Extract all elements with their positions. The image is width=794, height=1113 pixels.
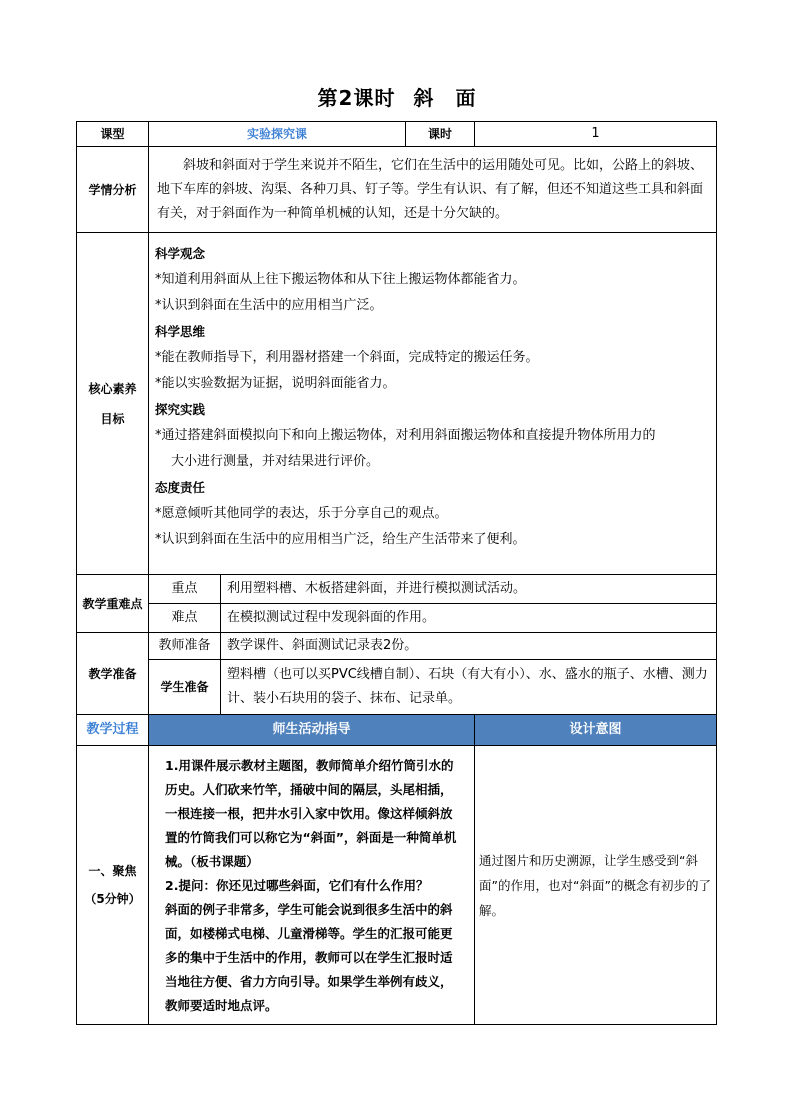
activity-step-2: 2.提问：你还见过哪些斜面，它们有什么作用？ [165,878,429,893]
goal-item: *能在教师指导下，利用器材搭建一个斜面，完成特定的搬运任务。 [155,350,539,365]
teacher-prep-label: 教师准备 [149,633,221,660]
teacher-prep-text: 教学课件、斜面测试记录表2份。 [221,633,717,660]
key-point-row [77,575,717,604]
goal-item: *知道利用斜面从上往下搬运物体和从下往上搬运物体都能省力。 [155,272,526,287]
goal-item: *愿意倾听其他同学的表达，乐于分享自己的观点。 [155,506,448,521]
core-goals-row [77,233,717,575]
student-prep-label: 学生准备 [149,660,221,715]
process-header-intent: 设计意图 [475,715,717,746]
goal-item: *通过搭建斜面模拟向下和向上搬运物体，对利用斜面搬运物体和直接提升物体所用力的 [155,428,656,443]
lesson-period-value: 1 [475,122,717,147]
analysis-label: 学情分析 [77,147,149,233]
focus-stage-row [77,746,717,1025]
key-point-label: 重点 [149,575,221,604]
goal-item-continued: 大小进行测量，并对结果进行评价。 [171,454,380,469]
core-goals-content [149,233,717,575]
lesson-number: 第2课时 [317,86,396,110]
teacher-prep-row [77,633,717,660]
process-header-row [77,715,717,746]
lesson-type-row [77,122,717,147]
goal-heading-attitude: 态度责任 [155,480,206,495]
lesson-period-label: 课时 [406,122,475,147]
process-header-activity: 师生活动指导 [149,715,475,746]
analysis-row [77,147,717,233]
goal-item: *能以实验数据为证据，说明斜面能省力。 [155,376,396,391]
difficulty-label: 难点 [149,604,221,633]
process-header-stage: 教学过程 [77,715,149,746]
lesson-plan-table [76,121,717,1025]
activity-note: 斜面的例子非常多，学生可能会说到很多生活中的斜面，如楼梯式电梯、儿童滑梯等。学生的汇报可能更多的集中于生活中的作用，教师可以在学生汇报时适当地往方便、省力方向引导。如果学生举例有歧义，教师要适时地点评。 [165,902,453,1013]
goal-heading-concept: 科学观念 [155,246,206,261]
analysis-text: 斜坡和斜面对于学生来说并不陌生，它们在生活中的运用随处可见。比如，公路上的斜坡、地下车库的斜坡、沟渠、各种刀具、钉子等。学生有认识、有了解，但还不知道这些工具和斜面有关，对于斜面作为一种简单机械的认知，还是十分欠缺的。 [149,147,717,233]
focus-stage-activity [149,746,475,1025]
prep-label: 教学准备 [77,633,149,715]
student-prep-row [77,660,717,715]
goal-item: *认识到斜面在生活中的应用相当广泛，给生产生活带来了便利。 [155,532,526,547]
lesson-type-value: 实验探究课 [149,122,406,147]
activity-step-1: 1.用课件展示教材主题图，教师简单介绍竹筒引水的历史。人们砍来竹竿，捅破中间的隔层，头尾相插，一根连接一根，把井水引入家中饮用。像这样倾斜放置的竹筒我们可以称它为“斜面”，斜面是一种简单机械。（板书课题） [165,758,457,869]
goal-heading-practice: 探究实践 [155,402,206,417]
difficulty-row [77,604,717,633]
lesson-type-label: 课型 [77,122,149,147]
lesson-topic: 斜 面 [413,86,477,110]
goal-item: *认识到斜面在生活中的应用相当广泛。 [155,298,383,313]
focus-stage-label: 一、聚焦 （5分钟） [77,746,149,1025]
key-point-text: 利用塑料槽、木板搭建斜面，并进行模拟测试活动。 [221,575,717,604]
goal-heading-thinking: 科学思维 [155,324,206,339]
core-goals-label: 核心素养 目标 [77,233,149,575]
difficulty-text: 在模拟测试过程中发现斜面的作用。 [221,604,717,633]
key-points-label: 教学重难点 [77,575,149,633]
page-title [0,82,794,111]
focus-stage-intent: 通过图片和历史溯源，让学生感受到“斜面”的作用，也对“斜面”的概念有初步的了解。 [475,746,717,1025]
student-prep-text: 塑料槽（也可以买PVC线槽自制）、石块（有大有小）、水、盛水的瓶子、水槽、测力计、装小石块用的袋子、抹布、记录单。 [221,660,717,715]
